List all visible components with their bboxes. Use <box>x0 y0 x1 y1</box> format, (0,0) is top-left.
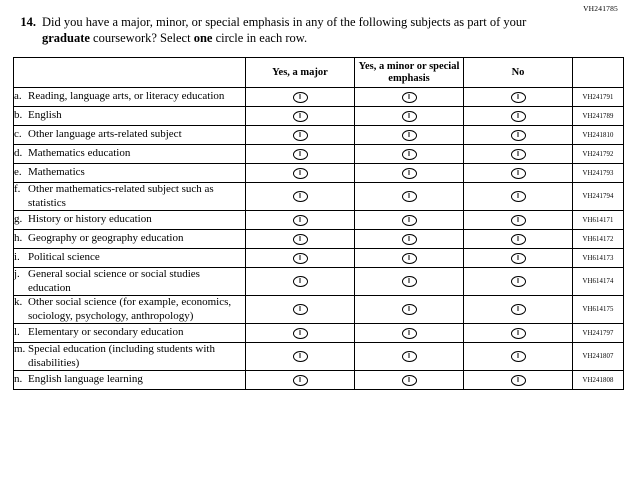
radio-circle-icon[interactable] <box>511 351 526 362</box>
row-letter: f. <box>14 183 21 195</box>
radio-circle-icon[interactable] <box>511 168 526 179</box>
radio-circle-icon[interactable] <box>511 328 526 339</box>
row-id-e: VH241793 <box>573 164 624 183</box>
radio-circle-icon[interactable] <box>402 253 417 264</box>
table-row <box>14 183 624 211</box>
radio-circle-icon[interactable] <box>402 276 417 287</box>
option-l-no[interactable] <box>464 324 573 343</box>
header-item-column <box>14 58 246 88</box>
page-item-id: VH241785 <box>583 4 618 13</box>
row-item-h <box>14 230 246 249</box>
row-letter: c. <box>14 128 22 141</box>
table-row <box>14 164 624 183</box>
radio-circle-icon[interactable] <box>293 111 308 122</box>
row-id-l: VH241797 <box>573 324 624 343</box>
radio-circle-icon[interactable] <box>511 111 526 122</box>
row-item-d <box>14 145 246 164</box>
header-row <box>14 58 624 88</box>
radio-circle-icon[interactable] <box>293 375 308 386</box>
row-item-j <box>14 268 246 296</box>
table-row <box>14 126 624 145</box>
row-letter: m. <box>14 343 26 355</box>
radio-circle-icon[interactable] <box>511 253 526 264</box>
header-option-major: Yes, a major <box>246 58 355 88</box>
option-b-no[interactable] <box>464 107 573 126</box>
row-letter: n. <box>14 373 23 386</box>
option-l-minor[interactable] <box>355 324 464 343</box>
row-id-g: VH614171 <box>573 211 624 230</box>
radio-circle-icon[interactable] <box>293 351 308 362</box>
question-number: 14. <box>20 15 36 29</box>
radio-circle-icon[interactable] <box>402 149 417 160</box>
radio-circle-icon[interactable] <box>293 168 308 179</box>
row-item-g <box>14 211 246 230</box>
row-id-k: VH614175 <box>573 296 624 324</box>
table-row <box>14 296 624 324</box>
row-label: English language learning <box>28 373 143 386</box>
radio-circle-icon[interactable] <box>402 351 417 362</box>
option-e-minor[interactable] <box>355 164 464 183</box>
option-g-minor[interactable] <box>355 211 464 230</box>
option-a-minor[interactable] <box>355 88 464 107</box>
question-text-segment-3: circle in each row. <box>212 31 308 45</box>
grid-body <box>14 88 624 390</box>
table-row <box>14 343 624 371</box>
radio-circle-icon[interactable] <box>402 191 417 202</box>
radio-circle-icon[interactable] <box>511 149 526 160</box>
option-h-minor[interactable] <box>355 230 464 249</box>
option-e-major[interactable] <box>246 164 355 183</box>
row-item-i <box>14 249 246 268</box>
radio-circle-icon[interactable] <box>293 276 308 287</box>
table-row <box>14 211 624 230</box>
row-item-l <box>14 324 246 343</box>
radio-circle-icon[interactable] <box>402 111 417 122</box>
radio-circle-icon[interactable] <box>402 375 417 386</box>
grid-header <box>14 58 624 88</box>
row-item-c <box>14 126 246 145</box>
row-label: Geography or geography education <box>28 232 184 245</box>
question-text-bold-one: one <box>193 31 213 45</box>
table-row <box>14 230 624 249</box>
radio-circle-icon[interactable] <box>402 168 417 179</box>
option-h-major[interactable] <box>246 230 355 249</box>
row-letter: j. <box>14 268 20 280</box>
row-letter: i. <box>14 251 20 264</box>
row-letter: d. <box>14 147 23 160</box>
row-label: Special education (including students with disabilities) <box>28 343 215 369</box>
radio-circle-icon[interactable] <box>511 234 526 245</box>
option-m-no[interactable] <box>464 343 573 371</box>
row-item-m <box>14 343 246 371</box>
row-label: English <box>28 109 62 122</box>
option-j-minor[interactable] <box>355 268 464 296</box>
row-id-i: VH614173 <box>573 249 624 268</box>
table-row <box>14 371 624 390</box>
row-item-a <box>14 88 246 107</box>
radio-circle-icon[interactable] <box>511 191 526 202</box>
radio-circle-icon[interactable] <box>293 328 308 339</box>
option-j-major[interactable] <box>246 268 355 296</box>
radio-circle-icon[interactable] <box>293 191 308 202</box>
radio-circle-icon[interactable] <box>511 375 526 386</box>
row-letter: a. <box>14 90 22 103</box>
radio-circle-icon[interactable] <box>511 276 526 287</box>
row-letter: k. <box>14 296 23 308</box>
row-letter: e. <box>14 166 22 179</box>
row-label: Mathematics education <box>28 147 131 160</box>
radio-circle-icon[interactable] <box>293 92 308 103</box>
row-label: Other language arts-related subject <box>28 128 182 141</box>
row-label: Other social science (for example, economics, sociology, psychology, anthropology) <box>28 296 232 322</box>
radio-circle-icon[interactable] <box>293 253 308 264</box>
row-item-e <box>14 164 246 183</box>
row-label: Elementary or secondary education <box>28 326 184 339</box>
radio-circle-icon[interactable] <box>402 130 417 141</box>
row-label: Reading, language arts, or literacy education <box>28 90 225 103</box>
row-id-b: VH241789 <box>573 107 624 126</box>
option-m-minor[interactable] <box>355 343 464 371</box>
question-block <box>16 14 576 46</box>
option-k-no[interactable] <box>464 296 573 324</box>
row-id-c: VH241810 <box>573 126 624 145</box>
option-n-no[interactable] <box>464 371 573 390</box>
question-text-segment-2: coursework? Select <box>89 31 194 45</box>
option-n-major[interactable] <box>246 371 355 390</box>
row-letter: l. <box>14 326 20 339</box>
option-i-no[interactable] <box>464 249 573 268</box>
row-letter: g. <box>14 213 23 226</box>
row-letter: h. <box>14 232 23 245</box>
row-label: General social science or social studies education <box>28 268 200 294</box>
radio-circle-icon[interactable] <box>402 328 417 339</box>
radio-circle-icon[interactable] <box>511 304 526 315</box>
radio-circle-icon[interactable] <box>293 304 308 315</box>
option-a-no[interactable] <box>464 88 573 107</box>
header-option-minor: Yes, a minor or special emphasis <box>355 58 464 88</box>
table-row <box>14 249 624 268</box>
option-c-no[interactable] <box>464 126 573 145</box>
option-f-no[interactable] <box>464 183 573 211</box>
radio-circle-icon[interactable] <box>293 215 308 226</box>
option-g-major[interactable] <box>246 211 355 230</box>
option-f-major[interactable] <box>246 183 355 211</box>
row-label: Other mathematics-related subject such as statistics <box>28 183 214 209</box>
row-id-h: VH614172 <box>573 230 624 249</box>
header-id-column <box>573 58 624 88</box>
row-item-b <box>14 107 246 126</box>
option-i-minor[interactable] <box>355 249 464 268</box>
table-row <box>14 107 624 126</box>
row-id-j: VH614174 <box>573 268 624 296</box>
radio-circle-icon[interactable] <box>511 92 526 103</box>
option-d-minor[interactable] <box>355 145 464 164</box>
option-g-no[interactable] <box>464 211 573 230</box>
question-text <box>42 14 562 46</box>
option-c-major[interactable] <box>246 126 355 145</box>
option-f-minor[interactable] <box>355 183 464 211</box>
option-k-minor[interactable] <box>355 296 464 324</box>
radio-circle-icon[interactable] <box>293 130 308 141</box>
radio-circle-icon[interactable] <box>293 149 308 160</box>
option-i-major[interactable] <box>246 249 355 268</box>
row-id-n: VH241808 <box>573 371 624 390</box>
option-n-minor[interactable] <box>355 371 464 390</box>
radio-circle-icon[interactable] <box>402 234 417 245</box>
option-m-major[interactable] <box>246 343 355 371</box>
row-label: Political science <box>28 251 100 264</box>
table-row <box>14 145 624 164</box>
question-text-bold-graduate: graduate <box>42 31 90 45</box>
row-item-k <box>14 296 246 324</box>
row-id-m: VH241807 <box>573 343 624 371</box>
option-b-minor[interactable] <box>355 107 464 126</box>
table-row <box>14 88 624 107</box>
header-option-no: No <box>464 58 573 88</box>
option-h-no[interactable] <box>464 230 573 249</box>
option-c-minor[interactable] <box>355 126 464 145</box>
option-b-major[interactable] <box>246 107 355 126</box>
table-row <box>14 268 624 296</box>
option-d-no[interactable] <box>464 145 573 164</box>
response-grid <box>13 57 624 390</box>
radio-circle-icon[interactable] <box>402 92 417 103</box>
radio-circle-icon[interactable] <box>402 304 417 315</box>
option-d-major[interactable] <box>246 145 355 164</box>
radio-circle-icon[interactable] <box>293 234 308 245</box>
row-label: Mathematics <box>28 166 85 179</box>
table-row <box>14 324 624 343</box>
row-item-n <box>14 371 246 390</box>
row-letter: b. <box>14 109 23 122</box>
radio-circle-icon[interactable] <box>402 215 417 226</box>
row-id-d: VH241792 <box>573 145 624 164</box>
row-id-a: VH241791 <box>573 88 624 107</box>
radio-circle-icon[interactable] <box>511 130 526 141</box>
row-item-f <box>14 183 246 211</box>
radio-circle-icon[interactable] <box>511 215 526 226</box>
question-text-segment-1: Did you have a major, minor, or special emphasis in any of the following subjects as part of your <box>42 15 527 29</box>
option-l-major[interactable] <box>246 324 355 343</box>
option-k-major[interactable] <box>246 296 355 324</box>
option-e-no[interactable] <box>464 164 573 183</box>
option-j-no[interactable] <box>464 268 573 296</box>
row-label: History or history education <box>28 213 152 226</box>
row-id-f: VH241794 <box>573 183 624 211</box>
option-a-major[interactable] <box>246 88 355 107</box>
